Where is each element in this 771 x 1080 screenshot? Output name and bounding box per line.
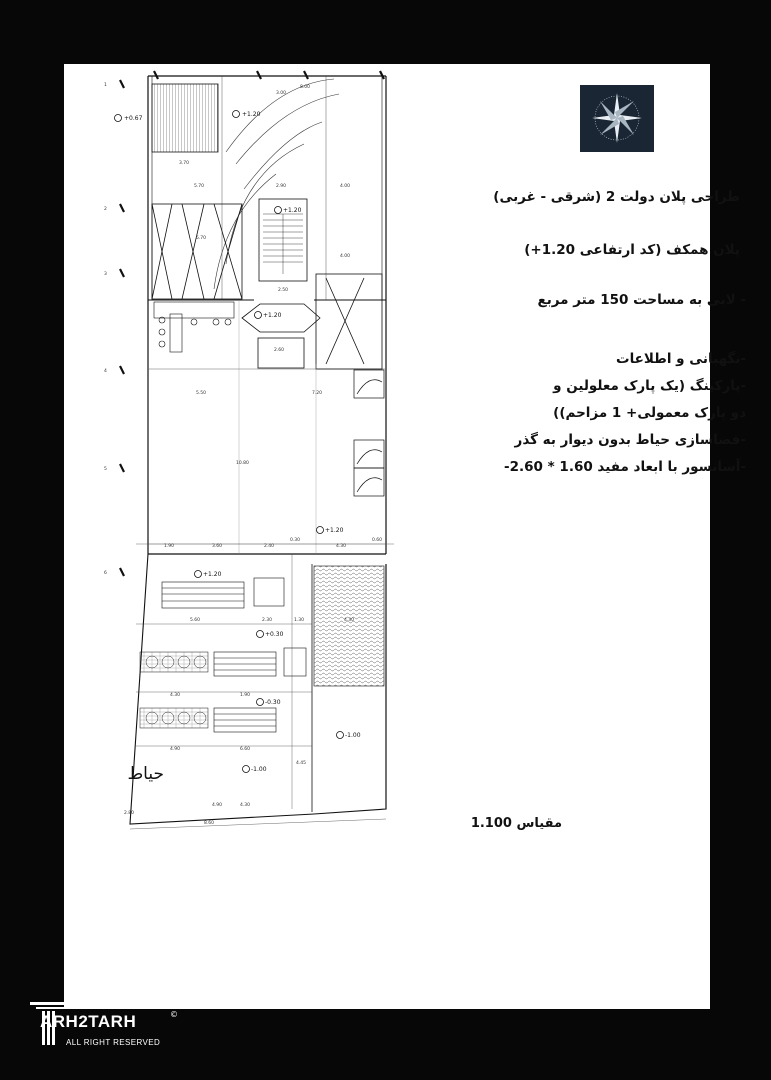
dim-24: 6.60 [240,747,251,752]
logo-tagline: ALL RIGHT RESERVED [66,1038,161,1047]
dim-2: 5.70 [194,184,205,189]
axis-5: 5 [104,467,107,472]
dim-22: 4.90 [170,747,181,752]
level-steps-1: +0.30 [265,631,284,638]
axis-1: 1 [104,83,107,88]
note-item: -آسانسور با ابعاد مفید 1.60 * 2.60- [504,459,746,475]
dim-19: 1.30 [294,618,305,623]
note-list [440,346,746,481]
compass-icon [580,85,654,152]
dim-31: 4.90 [212,803,223,808]
planters [140,652,208,728]
level-bottom-left: +1.20 [203,571,222,578]
drawing-sheet [64,64,746,1009]
dim-30: 4.45 [296,761,307,766]
dim-11: 10.80 [236,461,249,466]
dim-12: 1.90 [164,544,175,549]
guard-room [154,302,234,352]
dim-15: 0.30 [290,538,301,543]
level-yard: -1.00 [251,766,267,773]
note-item: دو پارک معمولی+ 1 مزاحم)) [553,405,746,421]
level-lobby: +1.20 [325,527,344,534]
axis-numbers [104,82,107,576]
yard-label: حیاط [127,764,164,784]
level-elevator: +1.20 [263,312,282,319]
parking-box-north [152,204,242,299]
level-top-left: +0.67 [124,115,143,122]
dim-32: 0.60 [372,538,383,543]
scale-label: مقیاس 1.100 [470,816,562,831]
dim-28: 3.00 [276,91,287,96]
dim-4: 4.00 [340,184,351,189]
logo-name: ARH2TARH [40,1012,137,1031]
logo-copyright: © [170,1010,178,1019]
axis-4: 4 [104,369,107,374]
dim-10: 7.20 [312,391,323,396]
note-subtitle: پلان همکف (کد ارتفاعی 1.20+) [524,242,740,258]
floor-plan [64,64,710,1009]
dim-14: 2.40 [264,544,275,549]
shaft-hatch [152,84,218,152]
dim-29: 8.00 [300,85,311,90]
dim-26: 8.60 [204,821,215,826]
elevator-shaft [258,338,304,368]
note-title: طراحی پلان دولت 2 (شرقی - غربی) [493,189,740,205]
dim-21: 4.30 [170,693,181,698]
dim-8: 2.60 [274,348,285,353]
dim-16: 4.30 [336,544,347,549]
note-item: -نگهبانی و اطلاعات [616,351,746,367]
dim-5: 5.70 [196,236,207,241]
dim-9: 5.50 [196,391,207,396]
level-ramp: -1.00 [345,732,361,739]
dim-6: 4.00 [340,254,351,259]
level-top-center: +1.20 [242,111,261,118]
level-stair: +1.20 [283,207,302,214]
level-steps-2: -0.30 [265,699,281,706]
dim-18: 2.30 [262,618,273,623]
dim-20: 4.30 [344,618,355,623]
dim-23: 1.90 [240,693,251,698]
dim-25: 4.30 [240,803,251,808]
note-item: -فضاسازی حیاط بدون دیوار به گذر [514,432,746,448]
parking-slots-east [354,370,384,496]
dim-13: 3.60 [212,544,223,549]
note-lobby: - لابی به مساحت 150 متر مربع [537,292,746,308]
note-item: -پارکینگ (یک پارک معلولین و [553,378,746,394]
axis-3: 3 [104,272,107,277]
dim-17: 5.60 [190,618,201,623]
axis-6: 6 [104,571,107,576]
ramp-hatch [314,566,384,686]
dim-27: 2.80 [124,811,135,816]
dim-7: 2.50 [278,288,289,293]
dim-3: 2.90 [276,184,287,189]
axis-2: 2 [104,207,107,212]
dim-1: 3.70 [179,161,190,166]
